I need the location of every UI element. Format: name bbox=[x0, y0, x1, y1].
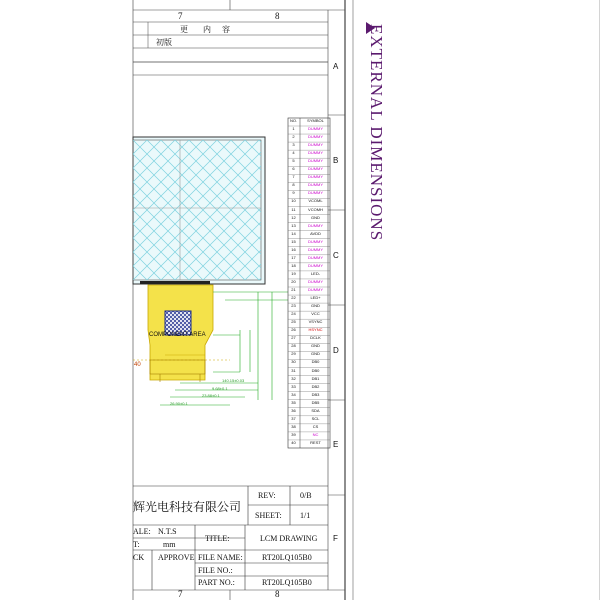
pin-number: 33 bbox=[291, 383, 296, 389]
ruler-letter-c: C bbox=[333, 251, 339, 260]
pin-row bbox=[288, 142, 330, 150]
pin-number: 6 bbox=[292, 166, 295, 172]
pin-row bbox=[288, 303, 330, 311]
pin-symbol: DB1 bbox=[311, 375, 320, 381]
pin-row bbox=[288, 351, 330, 359]
pin-symbol: VCC bbox=[311, 311, 320, 317]
pin-number: 27 bbox=[291, 335, 296, 341]
pin-row bbox=[288, 247, 330, 255]
pin-number: 7 bbox=[292, 174, 295, 180]
pin-symbol: DUMMY bbox=[307, 254, 324, 260]
pin-number: 12 bbox=[291, 214, 296, 220]
pin-number: 9 bbox=[292, 190, 295, 196]
pin-row bbox=[288, 255, 330, 263]
ruler-letter-e: E bbox=[333, 440, 339, 449]
pin-row bbox=[288, 190, 330, 198]
revision-col2: 内 bbox=[203, 25, 211, 34]
pin-number: 1 bbox=[292, 126, 295, 131]
pin-row bbox=[288, 158, 330, 166]
ruler-letter-f: F bbox=[333, 534, 338, 543]
pin-symbol: LED- bbox=[310, 270, 321, 276]
pin-symbol: DUMMY bbox=[307, 246, 324, 252]
grid-hatch-line bbox=[329, 140, 469, 280]
pin-row bbox=[288, 223, 330, 231]
rev-label: REV: bbox=[258, 491, 276, 500]
pin-row bbox=[288, 432, 330, 440]
grid-hatch-line bbox=[385, 140, 525, 280]
pin-row bbox=[288, 416, 330, 424]
pin-number: 40 bbox=[291, 439, 296, 445]
pin-number: 24 bbox=[291, 311, 296, 317]
pin-symbol: DUMMY bbox=[307, 238, 324, 244]
grid-hatch-line bbox=[371, 140, 511, 280]
pin-header-symbol: SYMBOL bbox=[307, 118, 324, 123]
check-label: CK bbox=[133, 553, 145, 562]
pin-symbol: DUMMY bbox=[307, 278, 324, 284]
left-mark-label: 40 bbox=[134, 362, 141, 368]
pin-row bbox=[288, 207, 330, 215]
pin-symbol: AVDD bbox=[310, 230, 321, 236]
pin-symbol: HSYNC bbox=[308, 327, 323, 333]
pin-number: 4 bbox=[292, 150, 295, 156]
pin-row bbox=[288, 400, 330, 408]
file-name-label: FILE NAME: bbox=[198, 553, 243, 562]
pin-row bbox=[288, 368, 330, 376]
pin-number: 25 bbox=[291, 319, 296, 325]
pin-number: 17 bbox=[291, 254, 296, 260]
pin-number: 18 bbox=[291, 262, 296, 268]
pin-number: 20 bbox=[291, 278, 296, 284]
pin-number: 11 bbox=[291, 206, 296, 212]
pin-number: 2 bbox=[292, 134, 295, 140]
grid-hatch-line bbox=[7, 140, 147, 280]
grid-hatch-line bbox=[399, 140, 539, 280]
pin-number: 29 bbox=[291, 351, 296, 357]
pin-row bbox=[288, 424, 330, 432]
scale-value: N.T.S bbox=[158, 527, 177, 536]
ruler-letter-d: D bbox=[333, 346, 339, 355]
grid-hatch-line bbox=[0, 140, 133, 280]
pin-symbol: VCOML bbox=[308, 198, 323, 204]
pin-symbol: DUMMY bbox=[307, 262, 324, 268]
ruler-bottom-7: 7 bbox=[178, 589, 183, 599]
pin-symbol: DB2 bbox=[311, 383, 320, 389]
pin-symbol: SDA bbox=[311, 407, 320, 413]
dim-label-1: 140.15±0.03 bbox=[222, 378, 245, 383]
pin-number: 8 bbox=[292, 182, 295, 188]
pin-number: 32 bbox=[291, 375, 296, 381]
pin-symbol: DUMMY bbox=[307, 166, 324, 172]
revision-col3: 容 bbox=[222, 25, 230, 34]
pin-number: 39 bbox=[291, 431, 296, 437]
title-label: TITLE: bbox=[205, 534, 230, 543]
revision-entry: 初版 bbox=[156, 38, 172, 47]
pin-row bbox=[288, 384, 330, 392]
pin-number: 15 bbox=[291, 238, 296, 244]
pin-row bbox=[288, 359, 330, 367]
pin-symbol: LED+ bbox=[310, 295, 321, 301]
ruler-letter-b: B bbox=[333, 156, 339, 165]
pin-row bbox=[288, 239, 330, 247]
pin-number: 23 bbox=[291, 303, 296, 309]
pin-symbol: DB0 bbox=[311, 367, 320, 373]
grid-hatch-line bbox=[0, 140, 133, 280]
dim-label-3: 23.88±0.1 bbox=[202, 393, 220, 398]
pin-symbol: DUMMY bbox=[307, 150, 324, 156]
pin-row bbox=[288, 319, 330, 327]
title-value: LCM DRAWING bbox=[260, 534, 318, 543]
pin-row bbox=[288, 231, 330, 239]
file-no-label: FILE NO.: bbox=[198, 566, 233, 575]
sheet-label: SHEET: bbox=[255, 511, 282, 520]
pin-symbol: REST bbox=[310, 439, 321, 445]
pin-symbol: DUMMY bbox=[307, 158, 324, 164]
pin-row bbox=[288, 198, 330, 206]
pin-number: 19 bbox=[291, 270, 296, 276]
part-no-value: RT20LQ105B0 bbox=[262, 578, 312, 587]
component-hatch-line bbox=[213, 311, 237, 335]
unit-label: T: bbox=[133, 540, 140, 549]
pin-symbol: DUMMY bbox=[307, 142, 324, 148]
pin-symbol: DUMMY bbox=[307, 222, 324, 228]
pin-symbol: GND bbox=[311, 214, 320, 220]
pin-number: 10 bbox=[291, 198, 296, 204]
ruler-letter-a: A bbox=[333, 62, 339, 71]
pin-number: 28 bbox=[291, 343, 296, 349]
pin-symbol: DB3 bbox=[311, 391, 320, 397]
dim-label-2: 9.68±0.1 bbox=[212, 386, 228, 391]
pin-number: 16 bbox=[291, 246, 296, 252]
pin-row bbox=[288, 311, 330, 319]
pin-number: 13 bbox=[291, 222, 296, 228]
grid-hatch-line bbox=[329, 140, 469, 280]
pin-symbol: GND bbox=[311, 351, 320, 357]
pin-number: 36 bbox=[291, 407, 296, 413]
pin-row bbox=[288, 182, 330, 190]
pin-symbol: VSYNC bbox=[308, 319, 323, 325]
grid-hatch-line bbox=[7, 140, 147, 280]
rev-value: 0/B bbox=[300, 491, 312, 500]
part-no-label: PART NO.: bbox=[198, 578, 235, 587]
pin-row bbox=[288, 343, 330, 351]
pin-symbol: DB0 bbox=[311, 359, 320, 365]
pin-row bbox=[288, 295, 330, 303]
grid-hatch-line bbox=[399, 140, 539, 280]
pin-header-no: NO. bbox=[289, 118, 298, 123]
pin-row bbox=[288, 134, 330, 142]
pin-number: 35 bbox=[291, 399, 296, 405]
sheet-value: 1/1 bbox=[300, 511, 311, 520]
grid-hatch-line bbox=[371, 140, 511, 280]
side-title-text: EXTERNAL DIMENSIONS bbox=[367, 24, 386, 242]
pin-symbol: DUMMY bbox=[307, 134, 324, 140]
pin-row bbox=[288, 263, 330, 271]
pin-symbol: DUMMY bbox=[307, 126, 324, 131]
ruler-top-7: 7 bbox=[178, 11, 183, 21]
pin-row bbox=[288, 408, 330, 416]
grid-hatch-line bbox=[385, 140, 525, 280]
pin-symbol: NC bbox=[312, 431, 319, 437]
pin-row bbox=[288, 392, 330, 400]
pin-row bbox=[288, 126, 330, 134]
pin-symbol: GND bbox=[311, 303, 320, 309]
side-title bbox=[360, 24, 388, 242]
pin-row bbox=[288, 376, 330, 384]
pin-symbol: DUMMY bbox=[307, 174, 324, 180]
pin-symbol: DCLK bbox=[310, 335, 321, 341]
pin-number: 31 bbox=[291, 367, 296, 373]
pin-symbol: DB5 bbox=[311, 399, 320, 405]
pin-row bbox=[288, 174, 330, 182]
pin-row bbox=[288, 166, 330, 174]
ruler-top-8: 8 bbox=[275, 11, 280, 21]
scale-label: ALE: bbox=[133, 527, 151, 536]
pin-table-header bbox=[288, 118, 330, 126]
pin-row bbox=[288, 287, 330, 295]
unit-value: mm bbox=[163, 540, 176, 549]
pin-number: 37 bbox=[291, 415, 296, 421]
ruler-bottom-8: 8 bbox=[275, 589, 280, 599]
pin-row bbox=[288, 150, 330, 158]
pin-row bbox=[288, 271, 330, 279]
pin-row bbox=[288, 440, 330, 448]
pin-row bbox=[288, 335, 330, 343]
pin-number: 14 bbox=[291, 230, 296, 236]
pin-number: 34 bbox=[291, 391, 296, 397]
pin-symbol: SCL bbox=[311, 415, 320, 421]
pin-symbol: VCOMH bbox=[308, 206, 323, 212]
pin-row bbox=[288, 279, 330, 287]
pin-symbol: DUMMY bbox=[307, 190, 324, 196]
pin-symbol: CS bbox=[312, 423, 319, 429]
pin-number: 5 bbox=[292, 158, 295, 164]
pin-symbol: DUMMY bbox=[307, 287, 324, 292]
pin-number: 22 bbox=[291, 295, 296, 301]
dim-label-4: 26.90±0.1 bbox=[170, 401, 188, 406]
component-hatch-line bbox=[213, 311, 237, 335]
pin-row bbox=[288, 215, 330, 223]
pin-symbol: GND bbox=[311, 343, 320, 349]
revision-col1: 更 bbox=[180, 25, 188, 34]
pin-row bbox=[288, 327, 330, 335]
company-name: 辉光电科技有限公司 bbox=[133, 500, 242, 514]
pin-number: 3 bbox=[292, 142, 295, 148]
component-area-label: COMPONENT AREA bbox=[149, 332, 206, 338]
file-name-value: RT20LQ105B0 bbox=[262, 553, 312, 562]
pin-number: 26 bbox=[291, 327, 296, 333]
pin-symbol: DUMMY bbox=[307, 182, 324, 188]
pin-number: 38 bbox=[291, 423, 296, 429]
pin-number: 21 bbox=[291, 287, 296, 292]
approve-label: APPROVE bbox=[158, 553, 195, 562]
pin-number: 30 bbox=[291, 359, 296, 365]
